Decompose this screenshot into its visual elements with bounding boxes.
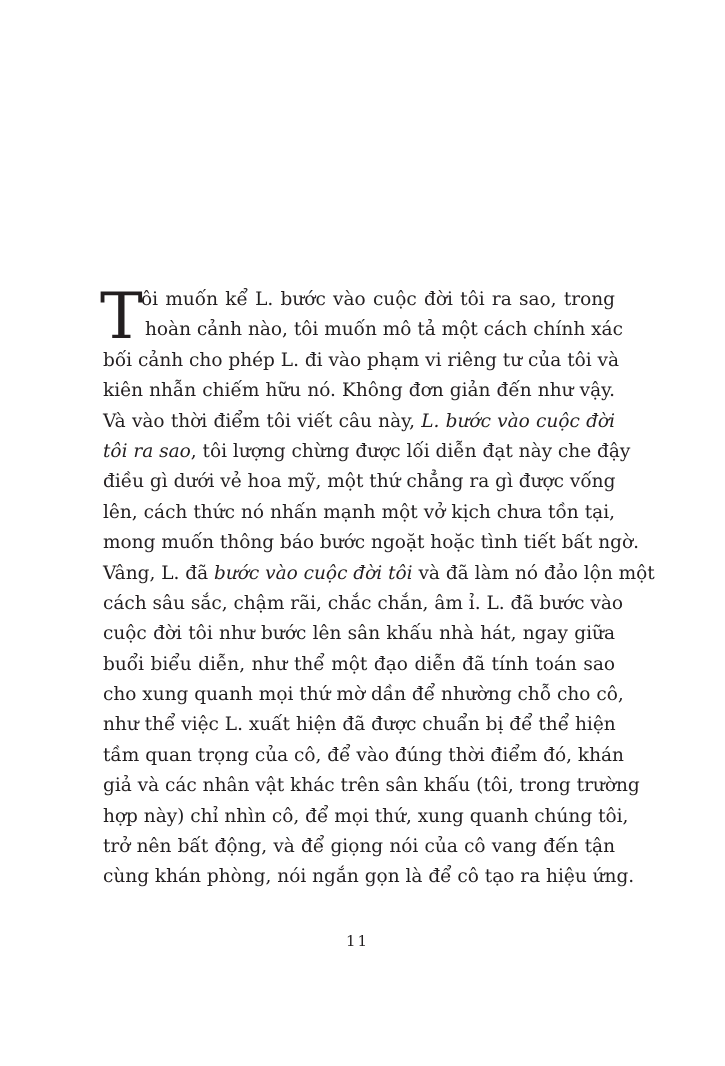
text-segment: tầm quan trọng của cô, để vào đúng thời điểm đó, khán	[103, 744, 624, 766]
text-segment: mong muốn thông báo bước ngoặt hoặc tình tiết bất ngờ.	[103, 532, 639, 554]
text-line	[103, 589, 624, 619]
text-segment: Và vào thời điểm tôi viết câu này,	[103, 410, 422, 432]
text-segment: , tôi lượng chừng được lối diễn đạt này che đậy	[190, 440, 631, 462]
body-paragraph	[100, 280, 655, 893]
text-line	[103, 650, 615, 680]
text-line	[103, 285, 615, 315]
text-segment: và đã làm nó đảo lộn một	[412, 562, 655, 584]
text-segment: bối cảnh cho phép L. đi vào phạm vi riêng tư của tôi và	[103, 349, 620, 371]
page-number: 11	[345, 932, 370, 950]
italic-phrase: tôi ra sao	[103, 440, 191, 462]
text-line	[103, 802, 629, 832]
text-segment: kiên nhẫn chiếm hữu nó. Không đơn giản đến như vậy.	[103, 380, 615, 402]
text-line	[103, 832, 615, 862]
italic-phrase: L. bước vào cuộc đời	[421, 410, 615, 432]
text-line	[103, 741, 624, 771]
text-line	[103, 437, 631, 467]
text-segment: lên, cách thức nó nhấn mạnh một vở kịch chưa tồn tại,	[103, 501, 615, 523]
text-segment: hoàn cảnh nào, tôi muốn mô tả một cách chính xác	[145, 319, 623, 341]
text-segment: cách sâu sắc, chậm rãi, chắc chắn, âm ỉ. L. đã bước vào	[103, 592, 624, 614]
text-line	[103, 680, 624, 710]
text-segment: điều gì dưới vẻ hoa mỹ, một thứ chẳng ra gì được vống	[103, 471, 616, 493]
text-segment: như thể việc L. xuất hiện đã được chuẩn bị để thể hiện	[103, 714, 616, 736]
italic-phrase: bước vào cuộc đời tôi	[214, 562, 413, 584]
text-segment: cho xung quanh mọi thứ mờ dần để nhường chỗ cho cô,	[103, 684, 624, 706]
text-line	[103, 528, 639, 558]
text-segment: cùng khán phòng, nói ngắn gọn là để cô tạo ra hiệu ứng.	[103, 866, 635, 888]
text-line	[103, 407, 615, 437]
text-segment: hợp này) chỉ nhìn cô, để mọi thứ, xung quanh chúng tôi,	[103, 805, 629, 827]
text-segment: giả và các nhân vật khác trên sân khấu (tôi, trong trường	[103, 775, 640, 797]
drop-cap: T	[100, 280, 143, 354]
text-line	[103, 619, 615, 649]
text-line	[103, 710, 615, 740]
text-segment: buổi biểu diễn, như thể một đạo diễn đã tính toán sao	[103, 653, 615, 675]
text-line	[103, 315, 623, 345]
text-segment: ôi muốn kể L. bước vào cuộc đời tôi ra sao, trong	[141, 289, 615, 310]
text-line	[103, 771, 640, 801]
text-line	[103, 376, 615, 406]
text-segment: Vâng, L. đã	[103, 562, 215, 584]
text-segment: trở nên bất động, và để giọng nói của cô vang đến tận	[103, 836, 615, 858]
text-line	[103, 862, 635, 892]
text-line	[103, 467, 615, 497]
text-segment: cuộc đời tôi như bước lên sân khấu nhà hát, ngay giữa	[103, 623, 615, 645]
text-line	[103, 346, 620, 376]
text-line	[103, 559, 655, 589]
text-line	[103, 498, 615, 528]
